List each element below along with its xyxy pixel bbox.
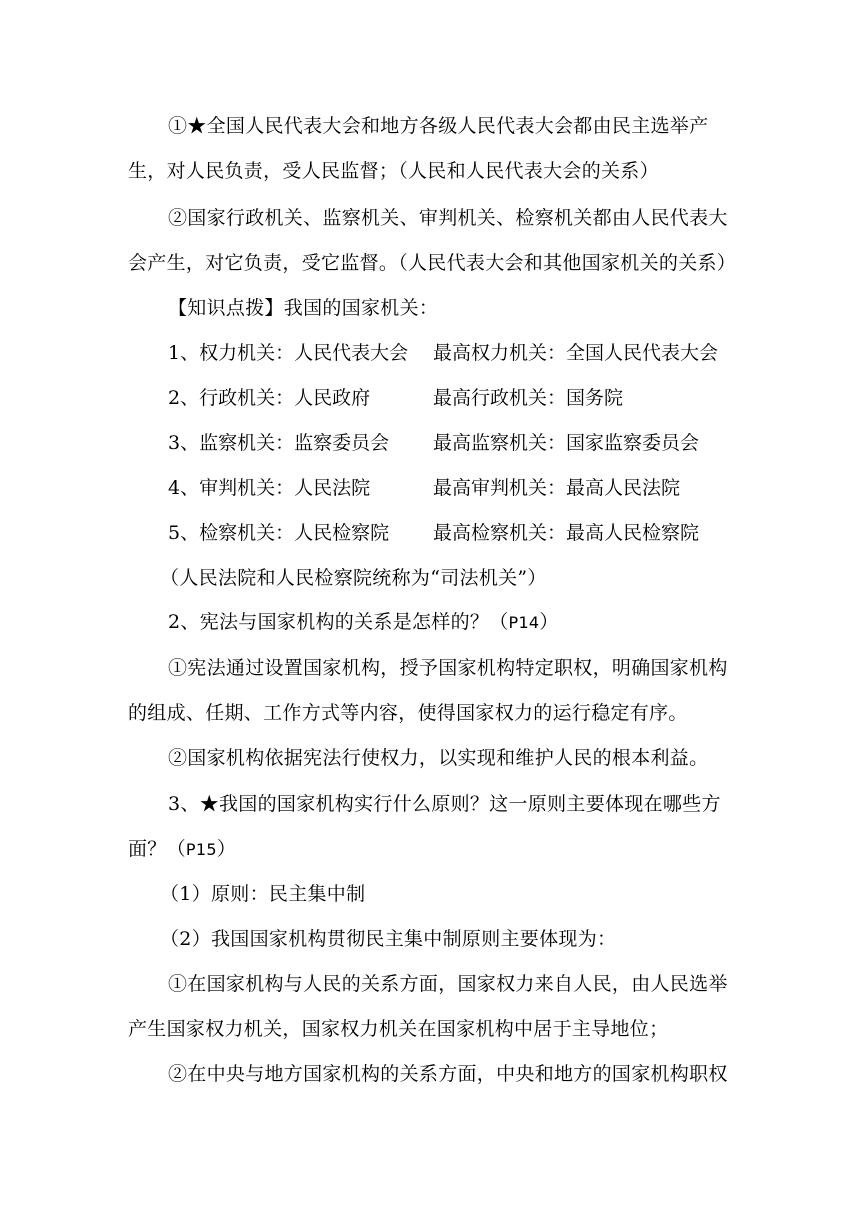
organ-highest: 最高权力机关：全国人民代表大会 [433, 342, 719, 364]
question-3-page-ref: P15 [185, 840, 217, 859]
paragraph-1-line-1: ①★全国人民代表大会和地方各级人民代表大会都由民主选举产 [168, 115, 709, 137]
organ-highest: 最高监察机关：国家监察委员会 [433, 432, 700, 454]
organ-type: 1、权力机关：人民代表大会 [168, 342, 409, 364]
organ-type: 4、审判机关：人民法院 [168, 477, 371, 499]
embody-1-line-1: ①在国家机构与人民的关系方面，国家权力来自人民，由人民选举 [168, 973, 728, 995]
answer-2-1-line-1: ①宪法通过设置国家机构，授予国家机构特定职权，明确国家机构 [168, 657, 728, 679]
principle-line: （1）原则：民主集中制 [160, 883, 366, 905]
answer-2-2: ②国家机构依据宪法行使权力，以实现和维护人民的根本利益。 [168, 747, 709, 769]
question-2-text: 2、宪法与国家机构的关系是怎样的？（ [168, 611, 509, 633]
judicial-note: （人民法院和人民检察院统称为“司法机关”） [160, 567, 547, 589]
organ-highest: 最高审判机关：最高人民法院 [433, 477, 681, 499]
organ-highest: 最高检察机关：最高人民检察院 [433, 522, 700, 544]
embody-2-line-1: ②在中央与地方国家机构的关系方面，中央和地方的国家机构职权 [168, 1063, 728, 1085]
question-3-text: 面？（ [128, 838, 186, 860]
organ-type: 5、检察机关：人民检察院 [168, 522, 390, 544]
embody-1-line-2: 产生国家权力机关，国家权力机关在国家机构中居于主导地位； [128, 1018, 669, 1040]
paragraph-2-line-2: 会产生，对它负责，受它监督。（人民代表大会和其他国家机关的关系） [128, 252, 737, 274]
question-2-page-ref: P14 [508, 613, 540, 632]
organ-type: 2、行政机关：人民政府 [168, 387, 371, 409]
question-2-close: ） [539, 611, 559, 633]
question-2 [168, 610, 778, 635]
tip-heading: 【知识点拨】我国的国家机关： [168, 297, 439, 319]
organ-type: 3、监察机关：监察委员会 [168, 432, 390, 454]
question-3-line-1: 3、★我国的国家机构实行什么原则？这一原则主要体现在哪些方 [168, 793, 721, 815]
paragraph-1-line-2: 生，对人民负责，受人民监督；（人民和人民代表大会的关系） [128, 160, 659, 182]
embody-heading: （2）我国国家机构贯彻民主集中制原则主要体现为： [160, 928, 617, 950]
organ-highest: 最高行政机关：国务院 [433, 387, 624, 409]
paragraph-2-line-1: ②国家行政机关、监察机关、审判机关、检察机关都由人民代表大 [168, 207, 728, 229]
answer-2-1-line-2: 的组成、任期、工作方式等内容，使得国家权力的运行稳定有序。 [128, 702, 688, 724]
question-3-line-2 [128, 837, 738, 862]
question-3-close: ） [216, 838, 237, 860]
